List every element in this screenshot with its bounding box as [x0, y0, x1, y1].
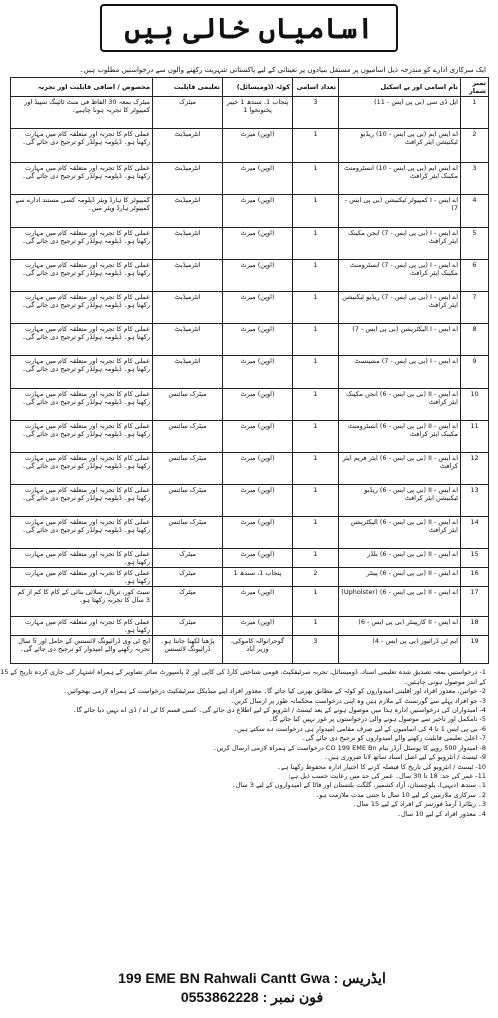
ad-title: اسامیاں خالی ہیں: [124, 11, 374, 45]
education-cell: پڑھنا لکھنا جانتا ہو۔ ڈرائیونگ لائسنس: [153, 636, 223, 664]
instructions-list: [0, 668, 488, 819]
table-row: [11, 549, 489, 568]
serial-cell: 10: [461, 388, 489, 420]
count-cell: 1: [293, 587, 339, 617]
intro-text: ایک سرکاری ادارے کو مندرجہ ذیل اسامیوں پر مستقل بنیادوں پر تعیناتی کے لیے پاکستانی شہریت رکھنے والوں سے درخواستیں مطلوب ہیں۔: [79, 66, 486, 74]
post-cell: ایل ڈی سی (بی پی ایس - 11): [339, 97, 461, 129]
quota-cell: (اوپن) میرٹ: [223, 356, 293, 388]
serial-cell: 5: [461, 227, 489, 259]
serial-cell: 7: [461, 291, 489, 323]
quota-cell: (اوپن) میرٹ: [223, 485, 293, 517]
count-cell: 1: [293, 195, 339, 227]
post-cell: اے ایس - I کمپیوٹر ٹیکنیشن (بی پی ایس - 7): [339, 195, 461, 227]
table-header-row: [11, 78, 489, 97]
header-education: تعلیمی قابلیت: [153, 78, 223, 97]
serial-cell: 6: [461, 259, 489, 291]
address-line: 199 EME BN Rahwali Cantt Gwa : ایڈریس: [118, 970, 386, 986]
serial-cell: 14: [461, 517, 489, 549]
quota-cell: گوجرانوالہ کاموکی، وزیر آباد: [223, 636, 293, 664]
education-cell: میٹرک سائنس: [153, 485, 223, 517]
count-cell: 1: [293, 227, 339, 259]
count-cell: 1: [293, 388, 339, 420]
instruction-line: 7- اعلیٰ تعلیمی قابلیت رکھنے والے امیدواروں کو ترجیح دی جائے گی۔: [301, 734, 486, 743]
education-cell: انٹرمیڈیٹ: [153, 259, 223, 291]
address-value: 199 EME BN Rahwali Cantt Gwa: [118, 970, 330, 986]
quota-cell: (اوپن) میرٹ: [223, 617, 293, 636]
education-cell: میٹرک: [153, 587, 223, 617]
count-cell: 1: [293, 259, 339, 291]
instruction-line: 3- جو افراد پہلے سے گورنمنٹ کے ملازم ہیں وہ اپنی درخواست محکمانہ طور پر ارسال کریں۔: [230, 696, 486, 705]
phone-label: فون نمبر: [271, 989, 324, 1005]
education-cell: میٹرک سائنس: [153, 388, 223, 420]
education-cell: میٹرک: [153, 97, 223, 129]
count-cell: 1: [293, 485, 339, 517]
post-cell: ایم ٹی ڈرائیور (بی پی ایس - 4): [339, 636, 461, 664]
quota-cell: (اوپن) میرٹ: [223, 517, 293, 549]
contact-block: [92, 970, 412, 1006]
count-cell: 1: [293, 129, 339, 163]
education-cell: میٹرک: [153, 617, 223, 636]
experience-cell: سیٹ کور، ترپال، سلائی بنائی کے کام کا کم از کم 3 سال کا تجربہ رکھتا ہو۔: [11, 587, 153, 617]
quota-cell: (اوپن) میرٹ: [223, 129, 293, 163]
header-post: نام اسامی اور پے اسکیل: [339, 78, 461, 97]
experience-cell: عملی کام کا تجربہ اور متعلقہ کام میں مہارت رکھتا ہو۔ ڈپلومہ ہولڈر کو ترجیح دی جائے گی۔: [11, 388, 153, 420]
count-cell: 1: [293, 324, 339, 356]
table-row: [11, 97, 489, 129]
instruction-line: 4- امیدواران کی درخواستیں ادارہ ہذا میں موصول ہونے کے بعد ٹیسٹ / انٹرویو کے لیے اطلاع دی جائے گی۔ کسی قسم کا ٹی اے / ڈی اے نہیں دیا جائے گا۔: [72, 706, 486, 715]
quota-cell: (اوپن) میرٹ: [223, 587, 293, 617]
table-row: [11, 163, 489, 195]
instruction-line: کے اندر موصول ہونی چاہئیں۔: [403, 677, 486, 686]
education-cell: انٹرمیڈیٹ: [153, 195, 223, 227]
post-cell: اے ایس - II (بی پی ایس - 6) انسٹرومنٹ مکینک ایئر کرافٹ: [339, 420, 461, 452]
instruction-line: 11- عمر کی حد: 18 تا 30 سال۔ عمر کی حد میں رعایت حسب ذیل ہے:: [288, 771, 486, 780]
count-cell: 1: [293, 617, 339, 636]
instruction-line: 2- خواتین، معذور افراد اور اقلیتی امیدواروں کو کوٹہ کے مطابق بھرتی کیا جائے گا۔ معذور افراد اپنے میڈیکل سرٹیفکیٹ درخواست کے ہمراہ لازمی بھجوائیں۔: [63, 687, 486, 696]
serial-cell: 13: [461, 485, 489, 517]
quota-cell: (اوپن) میرٹ: [223, 549, 293, 568]
table-row: [11, 291, 489, 323]
education-cell: انٹرمیڈیٹ: [153, 129, 223, 163]
table-row: [11, 259, 489, 291]
table-row: [11, 420, 489, 452]
serial-cell: 11: [461, 420, 489, 452]
quota-cell: (اوپن) میرٹ: [223, 195, 293, 227]
education-cell: انٹرمیڈیٹ: [153, 227, 223, 259]
post-cell: اے ایس - I (بی پی ایس - 7) مشینسٹ: [339, 356, 461, 388]
post-cell: اے ایس ایم (بی پی ایس - 10) ریڈیو ٹیکنیشن ایئر کرافٹ: [339, 129, 461, 163]
instruction-line: 2۔ سرکاری ملازمین کے لیے 10 سال یا جتنی مدت ملازمت ہو۔: [315, 790, 486, 799]
instruction-line: 10- ٹیسٹ / انٹرویو کی تاریخ کا فیصلہ کرنے کا اختیار ادارہ محفوظ رکھتا ہے۔: [277, 762, 486, 771]
serial-cell: 2: [461, 129, 489, 163]
serial-cell: 12: [461, 452, 489, 484]
table-row: [11, 324, 489, 356]
vacancy-table: [10, 77, 489, 664]
phone-line: 0553862228 : فون نمبر: [180, 989, 324, 1005]
instruction-line: 3۔ ریٹائرڈ آرمڈ فورسز کے افراد کے لیے 15 سال۔: [352, 800, 486, 809]
education-cell: میٹرک سائنس: [153, 420, 223, 452]
serial-cell: 1: [461, 97, 489, 129]
post-cell: اے ایس - II (بی پی ایس - 6) الیکٹریشن ایئر کرافٹ: [339, 517, 461, 549]
serial-cell: 8: [461, 324, 489, 356]
post-cell: اے ایس - I (بی پی ایس - 7) انسٹرومنٹ مکینک ایئر کرافٹ: [339, 259, 461, 291]
table-row: [11, 195, 489, 227]
experience-cell: عملی کام کا تجربہ اور متعلقہ کام میں مہارت رکھتا ہو۔ ڈپلومہ ہولڈر کو ترجیح دی جائے گی۔: [11, 356, 153, 388]
education-cell: میٹرک: [153, 568, 223, 587]
instruction-line: 9- ٹیسٹ / انٹرویو کے لیے اصل اسناد ساتھ لانا ضروری ہیں۔: [324, 753, 486, 762]
post-cell: اے ایس - I (بی پی ایس - 7) انجن مکینک ایئر کرافٹ: [339, 227, 461, 259]
instruction-line: 4۔ معذور افراد کے لیے 10 سال۔: [397, 809, 486, 818]
education-cell: انٹرمیڈیٹ: [153, 356, 223, 388]
table-row: [11, 617, 489, 636]
quota-cell: (اوپن) میرٹ: [223, 420, 293, 452]
post-cell: اے ایس - II (بی پی ایس - 6) انجن مکینک ایئر کرافٹ: [339, 388, 461, 420]
quota-cell: (اوپن) میرٹ: [223, 163, 293, 195]
serial-cell: 19: [461, 636, 489, 664]
table-row: [11, 227, 489, 259]
phone-value: 0553862228: [180, 989, 259, 1005]
table-row: [11, 636, 489, 664]
serial-cell: 16: [461, 568, 489, 587]
serial-cell: 9: [461, 356, 489, 388]
header-quota: کوٹہ (ڈومیسائل): [223, 78, 293, 97]
instruction-line: 1۔ سندھ (دیہی)، بلوچستان، آزاد کشمیر، گلگت بلتستان اور فاٹا کے امیدواروں کے لیے 3 سال۔: [231, 781, 486, 790]
table-row: [11, 485, 489, 517]
instruction-line: 6- بی پی ایس 1 تا 4 کی اسامیوں کے لیے صرف مقامی امیدوار ہی درخواست دے سکتے ہیں۔: [233, 724, 486, 733]
quota-cell: (اوپن) میرٹ: [223, 452, 293, 484]
table-row: [11, 452, 489, 484]
experience-cell: عملی کام کا تجربہ اور متعلقہ کام میں مہارت رکھتا ہو۔ ڈپلومہ ہولڈر کو ترجیح دی جائے گی۔: [11, 291, 153, 323]
experience-cell: عملی کام کا تجربہ اور متعلقہ کام میں مہارت رکھتا ہو۔ ڈپلومہ ہولڈر کو ترجیح دی جائے گی۔: [11, 129, 153, 163]
education-cell: انٹرمیڈیٹ: [153, 324, 223, 356]
experience-cell: عملی کام کا تجربہ اور متعلقہ کام میں مہارت رکھتا ہو۔: [11, 617, 153, 636]
serial-cell: 17: [461, 587, 489, 617]
post-cell: اے ایس - I الیکٹریشن (بی پی ایس - 7): [339, 324, 461, 356]
quota-cell: (اوپن) میرٹ: [223, 291, 293, 323]
address-label: ایڈریس: [342, 970, 386, 986]
table-row: [11, 517, 489, 549]
header-count: تعداد اسامی: [293, 78, 339, 97]
header-experience: مخصوص / اضافی قابلیت اور تجربہ: [11, 78, 153, 97]
ad-title-box: [100, 4, 398, 52]
post-cell: اے ایس - II کارپینٹر (بی پی ایس - 6): [339, 617, 461, 636]
experience-cell: عملی کام کا تجربہ اور متعلقہ کام میں مہارت رکھتا ہو۔ ڈپلومہ ہولڈر کو ترجیح دی جائے گی۔: [11, 485, 153, 517]
experience-cell: عملی کام کا تجربہ اور متعلقہ کام میں مہارت رکھتا ہو۔: [11, 568, 153, 587]
quota-cell: (اوپن) میرٹ: [223, 227, 293, 259]
experience-cell: کمپیوٹر کا ہارڈ ویئر ڈپلومہ کسی مستند ادارے سے کمپیوٹر ہارڈ ویئر میں۔: [11, 195, 153, 227]
education-cell: انٹرمیڈیٹ: [153, 163, 223, 195]
table-row: [11, 568, 489, 587]
experience-cell: عملی کام کا تجربہ اور متعلقہ کام میں مہارت رکھتا ہو۔ ڈپلومہ ہولڈر کو ترجیح دی جائے گی۔: [11, 452, 153, 484]
quota-cell: پنجاب 1، سندھ 1 خیبر پختونخوا 1: [223, 97, 293, 129]
experience-cell: عملی کام کا تجربہ اور متعلقہ کام میں مہارت رکھتا ہو۔ ڈپلومہ ہولڈر کو ترجیح دی جائے گی۔: [11, 259, 153, 291]
quota-cell: (اوپن) میرٹ: [223, 324, 293, 356]
serial-cell: 3: [461, 163, 489, 195]
quota-cell: پنجاب 1، سندھ 1: [223, 568, 293, 587]
count-cell: 1: [293, 291, 339, 323]
count-cell: 1: [293, 517, 339, 549]
instruction-line: 5- نامکمل اور تاخیر سے موصول ہونے والی درخواستوں پر غور نہیں کیا جائے گا۔: [268, 715, 486, 724]
instruction-line: 1- درخواستیں بمعہ تصدیق شدہ تعلیمی اسناد، ڈومیسائل، تجربہ سرٹیفکیٹ، قومی شناختی کارڈ کی کاپی اور 2 پاسپورٹ سائز تصاویر کے ہمراہ اشتہار کی جاری کردہ تاریخ کے 15: [0, 668, 486, 677]
count-cell: 1: [293, 356, 339, 388]
serial-cell: 18: [461, 617, 489, 636]
post-cell: اے ایس - II (بی پی ایس - 6) ریڈیو ٹیکنیشن ایئر کرافٹ: [339, 485, 461, 517]
count-cell: 1: [293, 549, 339, 568]
count-cell: 1: [293, 163, 339, 195]
header-serial: نمبر شمار: [461, 78, 489, 97]
experience-cell: عملی کام کا تجربہ اور متعلقہ کام میں مہارت رکھتا ہو۔ ڈپلومہ ہولڈر کو ترجیح دی جائے گی۔: [11, 227, 153, 259]
experience-cell: عملی کام کا تجربہ اور متعلقہ کام میں مہارت رکھتا ہو۔: [11, 549, 153, 568]
experience-cell: عملی کام کا تجربہ اور متعلقہ کام میں مہارت رکھتا ہو۔ ڈپلومہ ہولڈر کو ترجیح دی جائے گی۔: [11, 163, 153, 195]
table-row: [11, 388, 489, 420]
post-cell: اے ایس - II (بی پی ایس - 6) (Upholster): [339, 587, 461, 617]
instruction-line: 8- امیدوار 500 روپے کا پوسٹل آرڈر بنام CO 199 EME Bn درخواست کے ہمراہ لازمی ارسال کریں۔: [212, 743, 486, 752]
count-cell: 2: [293, 568, 339, 587]
count-cell: 3: [293, 636, 339, 664]
post-cell: اے ایس - II (بی پی ایس - 6) ایئر فریم ایئر کرافٹ: [339, 452, 461, 484]
serial-cell: 15: [461, 549, 489, 568]
education-cell: میٹرک سائنس: [153, 452, 223, 484]
table-row: [11, 587, 489, 617]
vacancy-rows: [11, 97, 489, 664]
post-cell: اے ایس ایم (بی پی ایس - 10) انسٹرومنٹ مکینک ایئر کرافٹ: [339, 163, 461, 195]
experience-cell: ایچ ٹی وی ڈرائیونگ لائسنس کے حامل اور 5 سال تجربہ رکھنے والے امیدوار کو ترجیح دی جائے گی۔: [11, 636, 153, 664]
count-cell: 3: [293, 97, 339, 129]
education-cell: میٹرک: [153, 549, 223, 568]
count-cell: 1: [293, 420, 339, 452]
table-row: [11, 356, 489, 388]
table-row: [11, 129, 489, 163]
education-cell: میٹرک سائنس: [153, 517, 223, 549]
serial-cell: 4: [461, 195, 489, 227]
count-cell: 1: [293, 452, 339, 484]
post-cell: اے ایس - II (بی پی ایس - 6) بلڈر: [339, 549, 461, 568]
post-cell: اے ایس - I (بی پی ایس - 7) ریڈیو ٹیکنیشن ایئر کرافٹ: [339, 291, 461, 323]
education-cell: انٹرمیڈیٹ: [153, 291, 223, 323]
experience-cell: عملی کام کا تجربہ اور متعلقہ کام میں مہارت رکھتا ہو۔ ڈپلومہ ہولڈر کو ترجیح دی جائے گی۔: [11, 324, 153, 356]
experience-cell: عملی کام کا تجربہ اور متعلقہ کام میں مہارت رکھتا ہو۔ ڈپلومہ ہولڈر کو ترجیح دی جائے گی۔: [11, 420, 153, 452]
experience-cell: میٹرک بمعہ 30 الفاظ فی منٹ ٹائپنگ سپیڈ اور کمپیوٹر کا تجربہ ہونا چاہیے۔: [11, 97, 153, 129]
quota-cell: (اوپن) میرٹ: [223, 259, 293, 291]
experience-cell: عملی کام کا تجربہ اور متعلقہ کام میں مہارت رکھتا ہو۔ ڈپلومہ ہولڈر کو ترجیح دی جائے گی۔: [11, 517, 153, 549]
quota-cell: (اوپن) میرٹ: [223, 388, 293, 420]
post-cell: اے ایس - II (بی پی ایس - 6) پینٹر: [339, 568, 461, 587]
